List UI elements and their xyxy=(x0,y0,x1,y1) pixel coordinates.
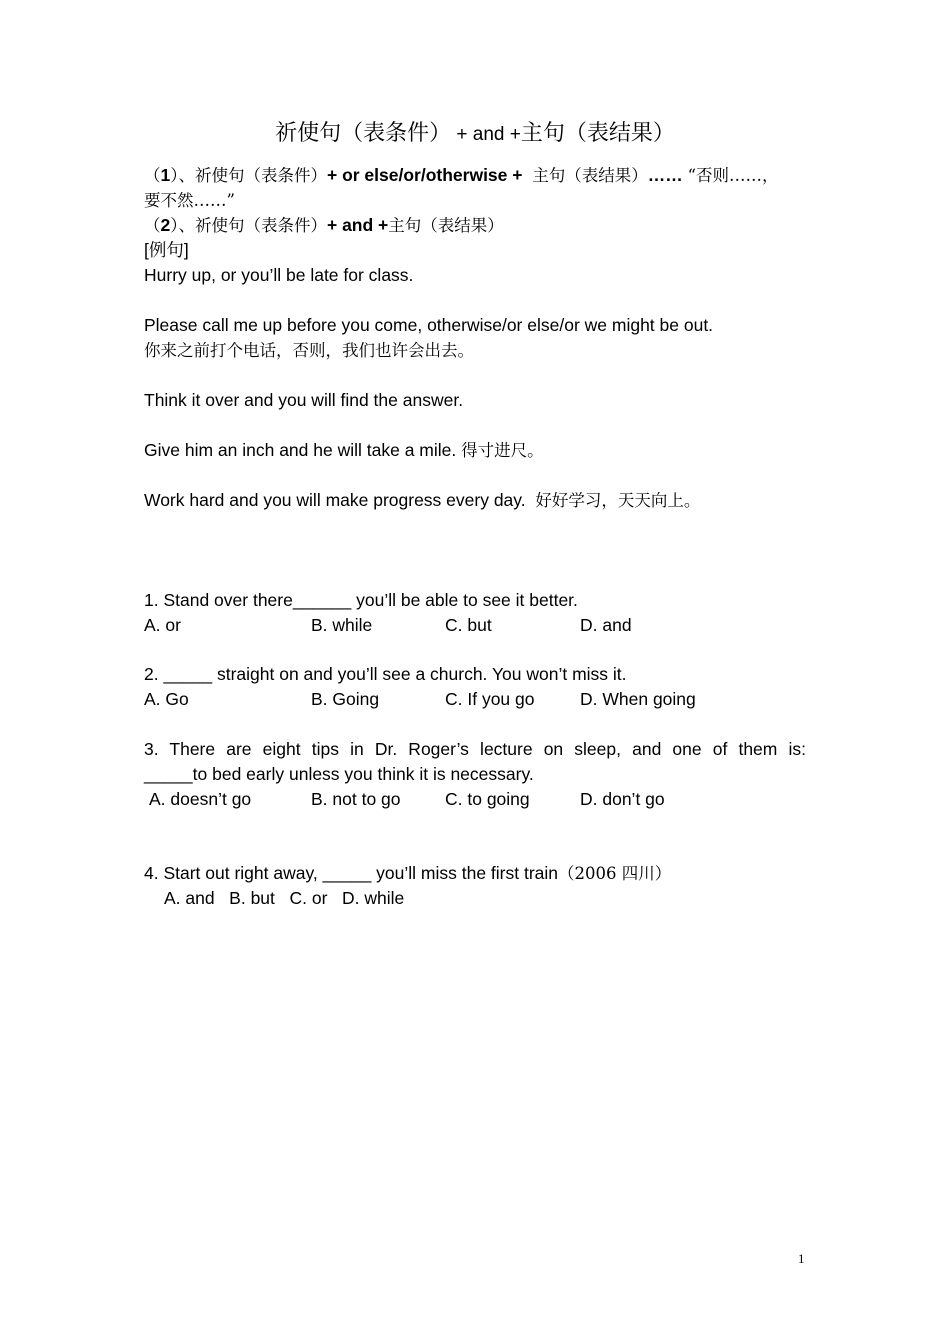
title-part2: + and + xyxy=(451,124,521,145)
page-number: 1 xyxy=(798,1251,805,1266)
example-2: Please call me up before you come, otherwise/or else/or we might be out. xyxy=(144,315,714,335)
q1-option-d: D. and xyxy=(580,615,632,635)
rule2-line: （2）、祈使句（表条件）+ and +主句（表结果） xyxy=(144,215,504,235)
question-4-options: A. and B. but C. or D. while xyxy=(164,888,405,908)
title-part3: 主句（表结果） xyxy=(520,120,675,145)
q2-option-c: C. If you go xyxy=(445,689,535,709)
question-4-source: （2006 四川） xyxy=(558,864,672,883)
question-2-stem: 2. _____ straight on and you’ll see a church. You won’t miss it. xyxy=(144,664,627,684)
question-3-stem-line1: 3. There are eight tips in Dr. Roger’s lecture on sleep, and one of them is: xyxy=(144,739,806,759)
rule1-line1: （1）、祈使句（表条件）+ or else/or/otherwise + 主句（表结果）…… “否则……， xyxy=(144,165,779,185)
example-1: Hurry up, or you’ll be late for class. xyxy=(144,265,414,285)
q3-option-a: A. doesn’t go xyxy=(149,789,252,809)
q3-option-c: C. to going xyxy=(445,789,530,809)
page-title xyxy=(0,118,950,150)
q3-option-d: D. don’t go xyxy=(580,789,665,809)
question-4-stem: 4. Start out right away, _____ you’ll miss the first train（2006 四川） xyxy=(144,863,672,883)
examples-heading: [例句] xyxy=(144,240,189,260)
q1-option-b: B. while xyxy=(311,615,373,635)
example-3: Think it over and you will find the answer. xyxy=(144,390,464,410)
rule1-line2: 要不然……” xyxy=(144,191,235,210)
q1-option-c: C. but xyxy=(445,615,492,635)
example-2-translation: 你来之前打个电话，否则，我们也许会出去。 xyxy=(144,341,474,360)
q1-option-a: A. or xyxy=(144,615,181,635)
example-4: Give him an inch and he will take a mile. 得寸进尺。 xyxy=(144,440,544,460)
q3-option-b: B. not to go xyxy=(311,789,401,809)
example-5-translation: 好好学习，天天向上。 xyxy=(535,491,701,510)
q2-option-b: B. Going xyxy=(311,689,380,709)
example-4-translation: 得寸进尺。 xyxy=(461,441,544,460)
title-part1: 祈使句（表条件） xyxy=(275,120,452,145)
rule1-connector: + or else/or/otherwise + xyxy=(326,165,523,185)
q2-option-d: D. When going xyxy=(580,689,696,709)
q2-option-a: A. Go xyxy=(144,689,189,709)
example-5: Work hard and you will make progress every day. 好好学习，天天向上。 xyxy=(144,490,701,510)
rule2-connector: + and + xyxy=(326,215,389,235)
question-1-stem: 1. Stand over there______ you’ll be able to see it better. xyxy=(144,590,578,610)
question-3-stem-line2: _____to bed early unless you think it is necessary. xyxy=(144,764,534,784)
